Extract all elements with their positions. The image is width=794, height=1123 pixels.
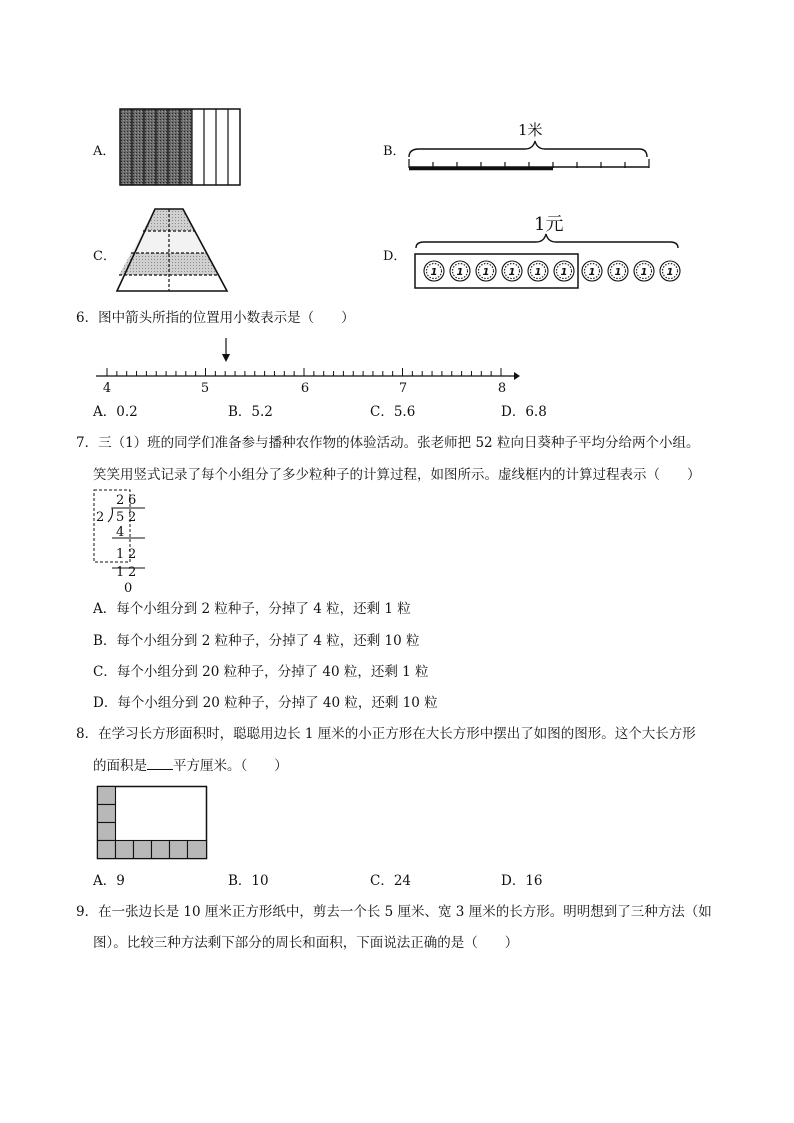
divisor: 2 <box>96 510 105 525</box>
q8-option-c: C．24 <box>370 873 412 889</box>
q9-stem-line1: 9．在一张边长是 10 厘米正方形纸中，剪去一个长 5 厘米、宽 3 厘米的长方形。明明想到了三种方法（如 <box>76 904 712 920</box>
q6-option-a: A．0.2 <box>93 404 138 420</box>
coin-value: 1 <box>588 267 596 278</box>
axis-label-7: 7 <box>398 381 408 396</box>
q8-option-d: D．16 <box>501 873 543 889</box>
long-division-figure <box>90 488 150 596</box>
coin-value: 1 <box>640 267 648 278</box>
striped-rectangle-figure <box>118 107 246 187</box>
remainder-digit: 1 <box>116 547 125 562</box>
q6-stem: 6．图中箭头所指的位置用小数表示是（ ） <box>76 310 355 326</box>
q7-option-a: A．每个小组分到 2 粒种子，分掉了 4 粒，还剩 1 粒 <box>93 601 411 617</box>
trapezoid-figure <box>115 205 230 295</box>
option-d-label: D． <box>383 249 407 264</box>
axis-label-5: 5 <box>200 381 210 396</box>
answer-blank <box>147 757 173 770</box>
coin-value: 1 <box>430 267 438 278</box>
step2-digit: 2 <box>128 565 137 580</box>
q8-stem-part-b: 平方厘米。（ ） <box>173 758 288 774</box>
coin-value: 1 <box>482 267 490 278</box>
step1-product: 4 <box>116 525 125 540</box>
step2-digit: 1 <box>116 565 125 580</box>
q6-option-d: D．6.8 <box>501 404 547 420</box>
q7-option-c: C．每个小组分到 20 粒种子，分掉了 40 粒，还剩 1 粒 <box>93 664 429 680</box>
coin-value: 1 <box>614 267 622 278</box>
dividend-digit: 5 <box>116 510 125 525</box>
q7-option-d: D．每个小组分到 20 粒种子，分掉了 40 粒，还剩 10 粒 <box>93 695 438 711</box>
coins-figure <box>412 232 687 294</box>
meter-ruler-figure <box>405 135 655 175</box>
one-meter-label: 1米 <box>518 121 543 139</box>
option-c-label: C． <box>93 249 116 264</box>
coin-value: 1 <box>534 267 542 278</box>
axis-label-8: 8 <box>497 381 507 396</box>
axis-label-4: 4 <box>102 381 112 396</box>
q8-option-b: B．10 <box>228 873 269 889</box>
q8-stem-part-a: 的面积是 <box>93 758 147 774</box>
axis-label-6: 6 <box>300 381 310 396</box>
q6-option-c: C．5.6 <box>370 404 416 420</box>
coin-value: 1 <box>560 267 568 278</box>
q8-stem-line2 <box>93 757 288 775</box>
q7-stem-line1: 7．三（1）班的同学们准备参与播种农作物的体验活动。张老师把 52 粒向日葵种子平均分给两个小组。 <box>76 435 700 451</box>
coin-value: 1 <box>508 267 516 278</box>
quotient-digit: 6 <box>128 493 137 508</box>
q6-option-b: B．5.2 <box>228 404 273 420</box>
coin-value: 1 <box>666 267 674 278</box>
final-remainder: 0 <box>124 581 133 596</box>
dividend-digit: 2 <box>128 510 137 525</box>
q7-stem-line2: 笑笑用竖式记录了每个小组分了多少粒种子的计算过程，如图所示。虚线框内的计算过程表示（ ） <box>93 467 701 483</box>
q8-stem-line1: 8．在学习长方形面积时，聪聪用边长 1 厘米的小正方形在大长方形中摆出了如图的图形。这个大长方形 <box>76 726 696 742</box>
coin-value: 1 <box>456 267 464 278</box>
q8-option-a: A．9 <box>93 873 125 889</box>
remainder-digit: 2 <box>128 547 137 562</box>
quotient-digit: 2 <box>116 493 125 508</box>
q7-option-b: B．每个小组分到 2 粒种子，分掉了 4 粒，还剩 10 粒 <box>93 633 420 649</box>
one-yuan-label: 1元 <box>534 214 564 235</box>
option-b-label: B． <box>383 144 406 159</box>
number-line-figure <box>90 336 520 396</box>
q9-stem-line2: 图）。比较三种方法剩下部分的周长和面积，下面说法正确的是（ ） <box>93 935 519 951</box>
option-a-label: A． <box>93 144 116 159</box>
rectangle-squares-figure <box>96 785 210 861</box>
